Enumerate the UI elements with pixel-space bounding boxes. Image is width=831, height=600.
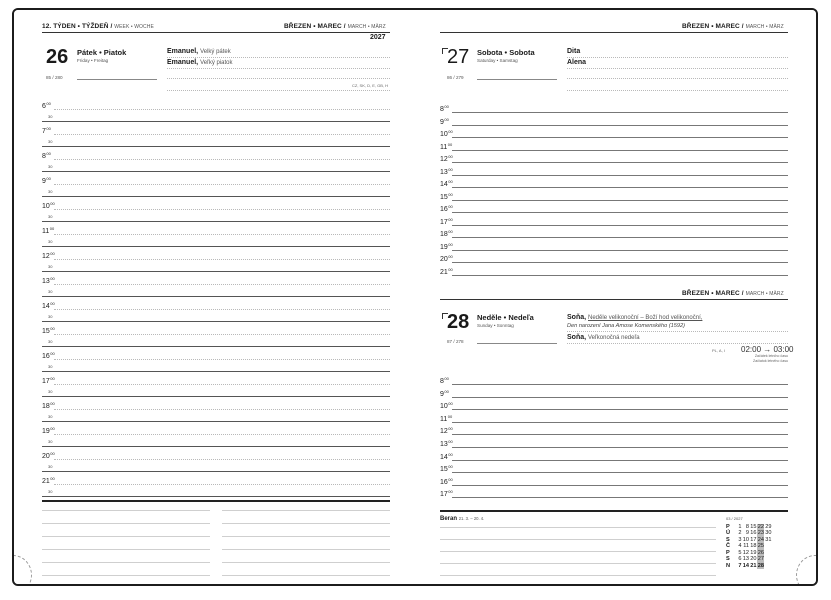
hour-label: $19^{00}$ — [440, 241, 453, 251]
hour-label: $10^{00}$ — [440, 401, 453, 411]
half-hour-line — [42, 396, 390, 397]
calendar-date: 26 — [757, 549, 764, 556]
hour-line — [54, 484, 390, 485]
corner-perforation-left — [12, 555, 32, 586]
calendar-date: 4 — [738, 543, 742, 549]
day28-sub: Sunday • Sonntag — [477, 323, 514, 328]
hour-line — [54, 159, 390, 160]
month-header-mid: BŘEZEN • MAREC / MARCH • MÄRZ — [682, 290, 784, 297]
hour-label: $8^{00}$ — [440, 104, 449, 113]
hour-label: $15^{00}$ — [440, 191, 453, 201]
hour-line — [452, 275, 788, 276]
half-hour-label: 30 — [48, 239, 53, 244]
day28-name-cz-line2: Den narození Jana Amose Komenského (1592) — [567, 323, 685, 329]
hour-label: $21^{00}$ — [42, 476, 55, 485]
half-hour-label: 30 — [48, 439, 53, 444]
calendar-weekday: Č — [726, 543, 731, 549]
hour-label: $17^{00}$ — [440, 216, 453, 226]
calendar-date: 31 — [765, 536, 772, 543]
calendar-date: 6 — [738, 556, 742, 562]
half-hour-label: 30 — [48, 264, 53, 269]
hour-line — [452, 150, 788, 151]
calendar-date: 25 — [757, 543, 764, 549]
day27-sub: Saturday • Samstag — [477, 58, 518, 63]
hour-line — [54, 284, 390, 285]
hour-label: $15^{00}$ — [440, 464, 453, 474]
hour-label: $18^{00}$ — [440, 229, 453, 238]
half-hour-label: 30 — [48, 214, 53, 219]
day-name-sub: Friday • Freitag — [77, 58, 109, 63]
day-name: Pátek • Piatok — [77, 48, 127, 57]
hour-label: $14^{00}$ — [440, 179, 453, 188]
left-page — [14, 10, 416, 584]
hour-line — [452, 384, 788, 385]
hour-label: $17^{00}$ — [440, 489, 453, 499]
calendar-date: 23 — [757, 530, 764, 536]
calendar-date: 17 — [750, 536, 757, 543]
half-hour-line — [42, 271, 390, 272]
hour-line — [452, 137, 788, 138]
calendar-weekday: N — [726, 562, 731, 569]
note-line — [440, 539, 716, 540]
hour-label: $18^{00}$ — [42, 401, 55, 410]
hour-label: $11^{00}$ — [440, 141, 453, 151]
hour-label: $12^{00}$ — [440, 426, 453, 436]
corner-perforation-right — [796, 555, 818, 586]
note-line — [440, 575, 716, 576]
half-hour-label: 30 — [48, 414, 53, 419]
hour-line — [452, 175, 788, 176]
calendar-weekday: P — [726, 523, 730, 530]
hour-line — [452, 460, 788, 461]
note-line — [42, 575, 210, 576]
hour-label: $9^{00}$ — [440, 116, 449, 126]
year-label: 2027 — [370, 34, 386, 41]
month-header: BŘEZEN • MAREC / MARCH • MÄRZ — [284, 23, 386, 30]
note-line — [222, 575, 390, 576]
calendar-date: 19 — [750, 549, 757, 556]
half-hour-label: 30 — [48, 289, 53, 294]
hour-line — [54, 209, 390, 210]
dst-note: Začátek letního času Začiatok letného času — [753, 354, 788, 363]
calendar-date: 22 — [757, 523, 764, 530]
month-header-top: BŘEZEN • MAREC / MARCH • MÄRZ — [682, 23, 784, 30]
half-hour-line — [42, 371, 390, 372]
hour-line — [452, 262, 788, 263]
note-line — [440, 563, 716, 564]
week-header: 12. TÝDEN • TÝŽDEŇ / WEEK • WOCHE — [42, 23, 154, 30]
hour-label: $7^{00}$ — [42, 126, 51, 135]
calendar-date: 21 — [750, 562, 757, 569]
half-hour-label: 30 — [48, 114, 53, 119]
calendar-date: 18 — [750, 543, 757, 549]
note-line — [440, 527, 716, 528]
hour-label: $16^{00}$ — [440, 204, 453, 213]
hour-line — [54, 184, 390, 185]
hour-label: $8^{00}$ — [42, 151, 51, 160]
hour-line — [452, 447, 788, 448]
hour-line — [452, 212, 788, 213]
hour-line — [54, 234, 390, 235]
half-hour-line — [42, 196, 390, 197]
half-hour-label: 30 — [48, 364, 53, 369]
hour-line — [54, 459, 390, 460]
day28-name-sk: Soňa, Veľkonočná nedeľa — [567, 334, 640, 341]
note-line — [222, 536, 390, 537]
half-hour-label: 30 — [48, 464, 53, 469]
hour-line — [54, 134, 390, 135]
half-hour-line — [42, 346, 390, 347]
hour-line — [452, 397, 788, 398]
note-line — [222, 562, 390, 563]
hour-label: $10^{00}$ — [42, 201, 55, 210]
hour-label: $13^{00}$ — [42, 276, 55, 285]
calendar-date: 16 — [750, 530, 757, 536]
half-hour-line — [42, 296, 390, 297]
note-line — [222, 549, 390, 550]
hour-line — [452, 472, 788, 473]
half-hour-line — [42, 421, 390, 422]
calendar-date: 9 — [745, 530, 749, 536]
half-hour-label: 30 — [48, 314, 53, 319]
calendar-date: 20 — [750, 556, 757, 562]
calendar-date: 3 — [738, 536, 742, 543]
hour-label: $21^{00}$ — [440, 266, 453, 276]
day27-name-cz: Dita — [567, 48, 581, 55]
hour-label: $11^{00}$ — [42, 226, 55, 235]
half-hour-label: 30 — [48, 489, 53, 494]
calendar-date: 13 — [742, 556, 749, 562]
right-page — [416, 10, 816, 584]
hour-line — [452, 497, 788, 498]
half-hour-label: 30 — [48, 189, 53, 194]
hour-label: $20^{00}$ — [440, 254, 453, 263]
calendar-date: 7 — [738, 562, 742, 569]
half-hour-line — [42, 246, 390, 247]
note-line — [222, 523, 390, 524]
calendar-date: 24 — [757, 536, 764, 543]
calendar-date: 11 — [743, 543, 749, 549]
note-line — [42, 562, 210, 563]
hour-label: $16^{00}$ — [42, 351, 55, 360]
half-hour-label: 30 — [48, 339, 53, 344]
calendar-date: 28 — [757, 562, 764, 569]
calendar-date: 8 — [745, 523, 749, 530]
hour-label: $6^{00}$ — [42, 101, 51, 110]
hour-line — [452, 422, 788, 423]
half-hour-line — [42, 171, 390, 172]
calendar-date: 1 — [738, 523, 742, 530]
calendar-weekday: S — [726, 536, 730, 543]
mini-calendar — [726, 516, 772, 569]
half-hour-line — [42, 221, 390, 222]
half-hour-label: 30 — [48, 139, 53, 144]
name-day-cz: Emanuel, Velký pátek — [167, 48, 231, 55]
day27-name: Sobota • Sobota — [477, 48, 535, 57]
day28-name-cz: Soňa, Neděle velikonoční – Boží hod velikonoční, — [567, 314, 703, 321]
hour-label: $16^{00}$ — [440, 476, 453, 486]
hour-label: $14^{00}$ — [42, 301, 55, 310]
calendar-date — [764, 563, 772, 570]
hour-label: $11^{00}$ — [440, 413, 453, 423]
dst-change: 02:00 → 03:00 — [741, 345, 794, 354]
calendar-date: 30 — [765, 530, 772, 536]
day28-number: 28 — [447, 311, 470, 333]
calendar-date: 27 — [757, 556, 764, 562]
hour-label: $20^{00}$ — [42, 451, 55, 460]
calendar-weekday: P — [726, 549, 730, 556]
day27-count: 86 / 279 — [447, 75, 464, 80]
day-underline — [77, 79, 157, 80]
name-day-sk: Emanuel, Veľký piatok — [167, 59, 233, 66]
calendar-date: 15 — [750, 523, 757, 530]
hour-line — [452, 409, 788, 410]
day27-name-sk: Alena — [567, 59, 587, 66]
day-number: 26 — [46, 46, 69, 68]
day28-count: 87 / 278 — [447, 339, 464, 344]
hour-label: $12^{00}$ — [440, 154, 453, 163]
hour-line — [452, 485, 788, 486]
hour-line — [452, 112, 788, 113]
calendar-weekday: S — [726, 556, 730, 562]
hour-label: $13^{00}$ — [440, 439, 453, 448]
note-line — [440, 551, 716, 552]
hour-line — [54, 359, 390, 360]
day27-number: 27 — [447, 46, 470, 68]
calendar-date: 14 — [742, 562, 749, 569]
hour-line — [54, 434, 390, 435]
hour-label: $14^{00}$ — [440, 451, 453, 461]
hour-label: $13^{00}$ — [440, 166, 453, 176]
hour-line — [54, 384, 390, 385]
hour-label: $9^{00}$ — [42, 176, 51, 185]
hour-line — [452, 125, 788, 126]
note-line — [42, 523, 210, 524]
hour-label: $12^{00}$ — [42, 251, 55, 260]
half-hour-line — [42, 496, 390, 497]
half-hour-line — [42, 121, 390, 122]
day28-name: Neděle • Nedeľa — [477, 313, 534, 322]
day28-countries: PL, A, I — [712, 348, 725, 353]
half-hour-line — [42, 146, 390, 147]
hour-line — [452, 434, 788, 435]
hour-line — [54, 409, 390, 410]
notes-divider — [42, 500, 390, 502]
hour-line — [54, 309, 390, 310]
hour-label: $19^{00}$ — [42, 426, 55, 435]
mini-calendar-title: 03 / 2027 — [726, 516, 743, 521]
note-line — [42, 549, 210, 550]
day27-bracket — [442, 48, 448, 54]
half-hour-label: 30 — [48, 164, 53, 169]
hour-line — [54, 109, 390, 110]
hour-label: $8^{00}$ — [440, 376, 449, 385]
half-hour-line — [42, 471, 390, 472]
calendar-date: 5 — [738, 549, 742, 556]
hour-line — [452, 200, 788, 201]
header-rule — [42, 32, 390, 33]
diary-spread — [12, 8, 818, 586]
hour-line — [452, 225, 788, 226]
half-hour-line — [42, 321, 390, 322]
holiday-countries: CZ, SK, D, E, GB, H — [352, 83, 389, 88]
calendar-weekday: Ú — [726, 530, 731, 536]
hour-label: $10^{00}$ — [440, 129, 453, 138]
zodiac-sign: Beran 21. 3. – 20. 4. — [440, 516, 485, 522]
hour-line — [452, 237, 788, 238]
calendar-date: 29 — [765, 523, 772, 530]
day-count: 85 / 280 — [46, 75, 63, 80]
calendar-date: 12 — [742, 549, 749, 556]
hour-line — [452, 250, 788, 251]
hour-label: $17^{00}$ — [42, 376, 55, 385]
note-line — [222, 510, 390, 511]
note-line — [42, 536, 210, 537]
calendar-date: 2 — [738, 530, 742, 536]
note-line — [42, 510, 210, 511]
half-hour-label: 30 — [48, 389, 53, 394]
hour-label: $9^{00}$ — [440, 388, 449, 398]
hour-line — [54, 334, 390, 335]
half-hour-line — [42, 446, 390, 447]
calendar-date: 10 — [742, 536, 749, 543]
hour-line — [452, 162, 788, 163]
hour-line — [452, 187, 788, 188]
calendar-row — [726, 563, 772, 570]
hour-line — [54, 259, 390, 260]
hour-label: $15^{00}$ — [42, 326, 55, 335]
